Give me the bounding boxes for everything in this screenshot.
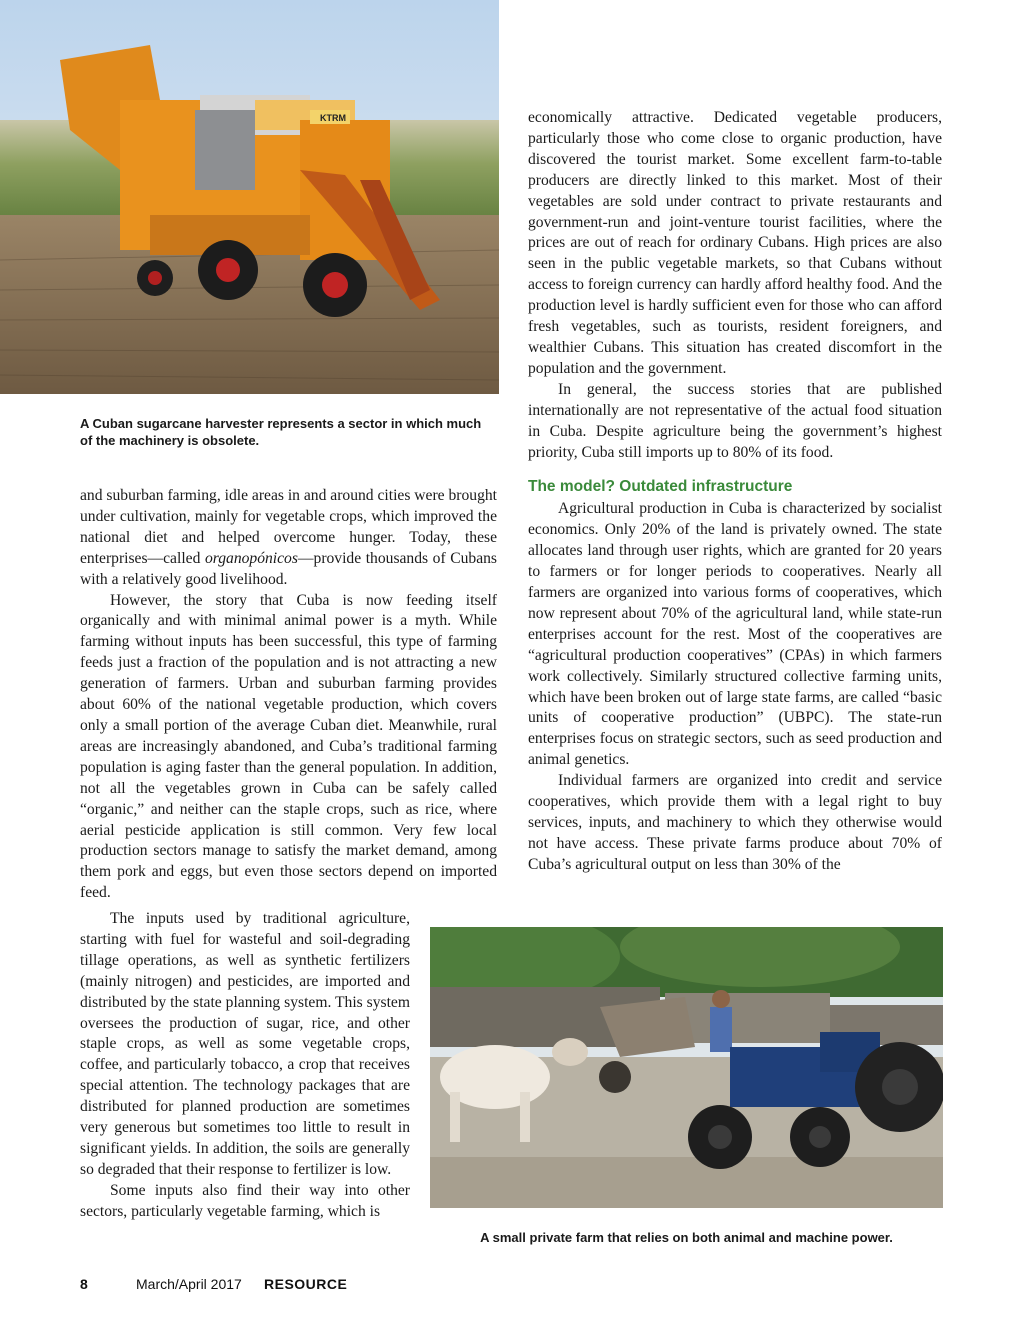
- page-footer: [80, 1276, 347, 1292]
- sugarcane-harvester-photo: [0, 0, 499, 394]
- harvester-badge: KTRM: [320, 113, 346, 123]
- harvester-caption: A Cuban sugarcane harvester represents a sector in which much of the machinery is obsolete.: [80, 416, 482, 448]
- right-paragraph-3: Agricultural production in Cuba is characterized by socialist economics. Only 20% of the land is privately owned. The state allocates land through user rights, which are granted for 20 years to farmers or for longer periods to cooperatives. Nearly all farmers are organized into various forms of cooperatives, which now represent about 70% of the agricultural land, while state-run enterprises account for the rest. Most of the cooperatives are “agricultural production cooperatives” (CPAs) in which farmers work collectively. Similarly structured collective farming units, which have been broken out of large state farms, are called “basic units of cooperative production” (UBPC). The state-run enterprises focus on strategic sectors, such as seed production and animal genetics.: [528, 500, 942, 769]
- farm-caption: A small private farm that relies on both animal and machine power.: [480, 1230, 893, 1245]
- magazine-name: RESOURCE: [264, 1276, 348, 1292]
- left-column-text: [80, 486, 497, 904]
- private-farm-photo: [430, 927, 943, 1208]
- right-paragraph-2: In general, the success stories that are published internationally are not representative of the actual food situation in Cuba. Despite agriculture being the government’s highest priority, Cuba still imports up to 80% of its food.: [528, 380, 942, 461]
- right-column-text: [528, 108, 942, 876]
- left-paragraph-3: The inputs used by traditional agriculture, starting with fuel for wasteful and soil-degrading tillage operations, as well as synthetic fertilizers (mainly nitrogen) and pesticides, are imported and distributed by the state planning system. This system oversees the production of sugar, rice, and other staple crops, as well as some vegetable crops, coffee, and particularly tobacco, a crop that receives special attention. The technology packages that are distributed for planned production are sometimes very generous but sometimes too little to result in significant yields. In addition, the soils are generally so degraded that their response to fertilizer is low.: [80, 910, 410, 1178]
- right-paragraph-1: economically attractive. Dedicated vegetable producers, particularly those who come close to organic production, have discovered the tourist market. Some excellent farm-to-table producers are directly linked to this market. Most of their vegetables are sold under contract to private restaurants and government-run and joint-venture tourist facilities, where the prices are out of reach for ordinary Cubans. High prices are also seen in the public vegetable markets, so that Cubans without access to foreign currency can hardly afford healthy food. And the production level is hardly sufficient even for those who can afford fresh vegetables, such as tourists, resident foreigners, and wealthier Cubans. This situation has created discomfort in the population and the government.: [528, 109, 942, 377]
- left-paragraph-2: However, the story that Cuba is now feeding itself organically and with minimal animal power is a myth. While farming without inputs has been successful, this type of farming feeds just a fraction of the population and is not attracting a new generation of farmers. Urban and suburban farming provides about 60% of the national vegetable production, which covers only a small portion of the average Cuban diet. Meanwhile, rural areas are increasingly abandoned, and Cuba’s traditional farming population is aging faster than the general population. In addition, not all the vegetables grown in Cuba can be safely called “organic,” and neither can the staple crops, such as rice, where aerial pesticide application is still common. Very few local production sectors manage to satisfy the market demand, among them pork and eggs, but even those sectors depend on imported feed.: [80, 591, 497, 902]
- organoponicos-term: organopónicos: [204, 549, 298, 567]
- section-heading: The model? Outdated infrastructure: [528, 478, 793, 496]
- left-paragraph-1: [80, 486, 497, 591]
- left-paragraph-4: Some inputs also find their way into other sectors, particularly vegetable farming, which is: [80, 1181, 410, 1220]
- left-paragraph-1-start: and suburban farming, idle areas in and around cities were brought under cultivation, mainly for vegetable crops, which improved the national diet and helped overcome hunger. Today, these enterprises—called: [80, 487, 497, 567]
- left-column-text-narrow: [80, 909, 410, 1223]
- issue-date: March/April 2017: [136, 1276, 242, 1292]
- page-number: 8: [80, 1276, 88, 1292]
- left-paragraph-1-end: —provide thousands of Cubans with a relatively good livelihood.: [80, 549, 497, 588]
- right-paragraph-4: Individual farmers are organized into credit and service cooperatives, which provide them with a legal right to buy services, inputs, and machinery to which they otherwise would not have access. These private farms produce about 70% of Cuba’s agricultural output on less than 30% of the: [528, 772, 942, 873]
